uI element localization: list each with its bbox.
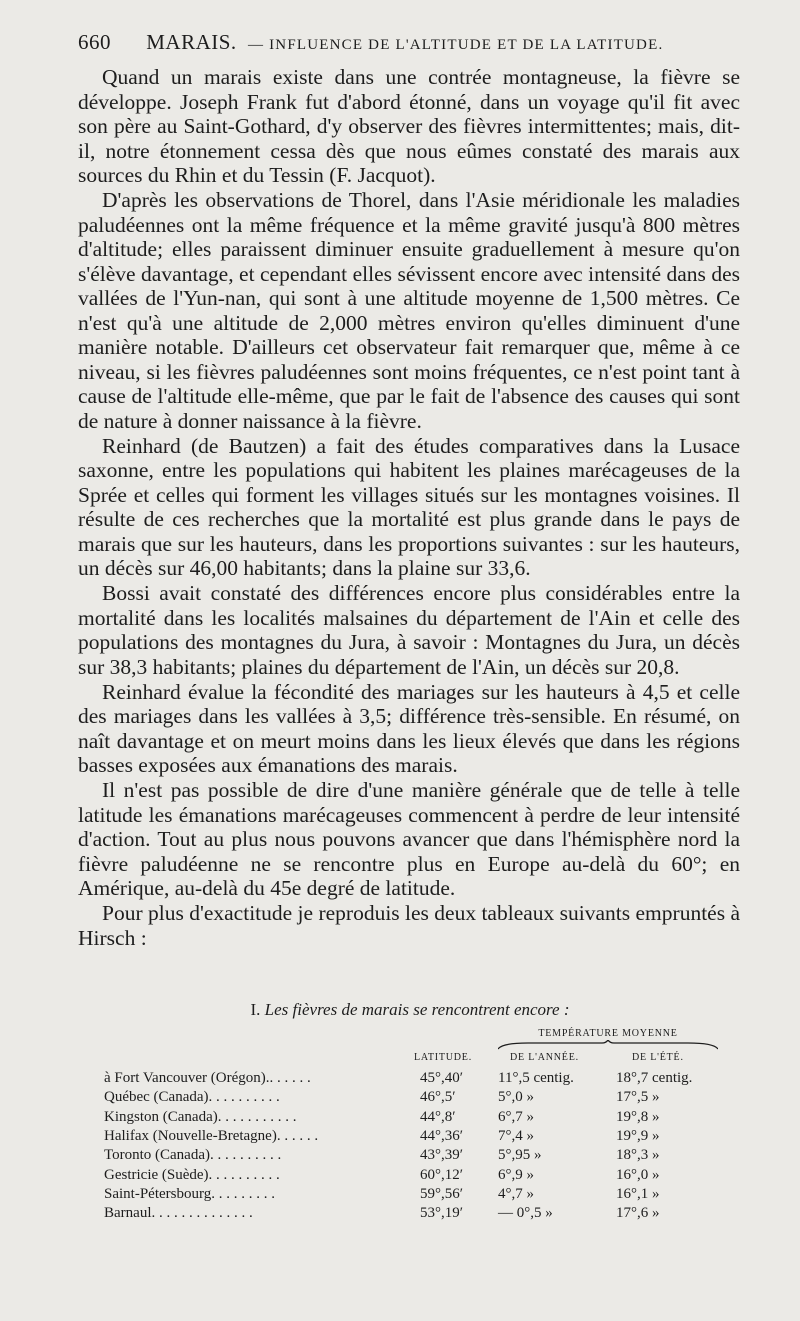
cell-summer-temp: 19°,9 » (616, 1128, 660, 1145)
cell-latitude: 43°,39′ (420, 1147, 464, 1164)
chapter-subtitle: — INFLUENCE DE L'ALTITUDE ET DE LA LATITUDE. (247, 37, 664, 53)
table-caption: Les fièvres de marais se rencontrent encore : (264, 1000, 570, 1019)
col-header-year: DE L'ANNÉE. (510, 1052, 579, 1063)
paragraph: Bossi avait constaté des différences encore plus considérables entre la mortalité dans les localités malsaines du département de l'Ain et celle des populations des montagnes du Jura, à savoir : Montagnes du Jura, un décès sur 38,3 habitants; plaines du département de l'Ain, un décès sur 20,8. (78, 581, 740, 679)
table-row (104, 1069, 724, 1088)
page-number: 660 (78, 30, 111, 54)
cell-place: Québec (Canada). . . . . . . . . . (104, 1089, 280, 1106)
cell-place: Saint-Pétersbourg. . . . . . . . . (104, 1185, 275, 1202)
temperature-group-header: TEMPÉRATURE MOYENNE (538, 1028, 678, 1039)
cell-latitude: 60°,12′ (420, 1166, 464, 1183)
table-row (104, 1146, 724, 1165)
paragraph: D'après les observations de Thorel, dans l'Asie méridionale les maladies paludéennes ont la même fréquence et la même gravité jusqu'à 800 mètres d'altitude; elles paraissent diminuer ensuite graduellement à mesure qu'on s'élève davantage, et cependant elles sévissent encore avec intensité dans des vallées de l'Yun-nan, qui sont à une altitude moyenne de 1,500 mètres. Ce n'est qu'à une altitude de 2,000 mètres environ qu'elles diminuent d'une manière notable. D'ailleurs cet observateur fait remarquer que, même à ce niveau, si les fièvres paludéennes sont moins fréquentes, ce n'est point tant à cause de l'altitude elle-même, que par le fait de l'absence des causes qui sont de nature à donner naissance à la fièvre. (78, 188, 740, 433)
cell-latitude: 45°,40′ (420, 1070, 464, 1087)
col-header-latitude: LATITUDE. (414, 1052, 473, 1063)
cell-latitude: 53°,19′ (420, 1205, 464, 1222)
cell-place: Kingston (Canada). . . . . . . . . . . (104, 1108, 297, 1125)
table-row (104, 1165, 724, 1184)
cell-place: Barnaul. . . . . . . . . . . . . . (104, 1205, 253, 1222)
cell-summer-temp: 16°,0 » (616, 1166, 660, 1183)
group-brace (498, 1040, 718, 1050)
table-row (104, 1204, 724, 1223)
col-header-summer: DE L'ÉTÉ. (632, 1052, 684, 1063)
paragraph: Quand un marais existe dans une contrée montagneuse, la fièvre se développe. Joseph Frank fut d'abord étonné, dans un voyage qu'il fit avec son père au Saint-Gothard, d'y observer des fièvres intermittentes; mais, dit-il, notre étonnement cessa dès que nous eûmes constaté des marais aux sources du Rhin et du Tessin (F. Jacquot). (78, 65, 740, 187)
cell-summer-temp: 18°,3 » (616, 1147, 660, 1164)
cell-place: Halifax (Nouvelle-Bretagne). . . . . . (104, 1128, 319, 1145)
cell-place: Gestricie (Suède). . . . . . . . . . (104, 1166, 280, 1183)
cell-year-temp: — 0°,5 » (498, 1205, 553, 1222)
cell-year-temp: 4°,7 » (498, 1185, 534, 1202)
body-text (78, 65, 740, 950)
cell-year-temp: 6°,9 » (498, 1166, 534, 1183)
cell-year-temp: 6°,7 » (498, 1108, 534, 1125)
cell-summer-temp: 18°,7 centig. (616, 1070, 693, 1087)
paragraph: Pour plus d'exactitude je reproduis les deux tableaux suivants empruntés à Hirsch : (78, 901, 740, 950)
cell-place: Toronto (Canada). . . . . . . . . . (104, 1147, 282, 1164)
table-title (80, 1000, 740, 1020)
table-row (104, 1185, 724, 1204)
cell-summer-temp: 16°,1 » (616, 1185, 660, 1202)
cell-summer-temp: 17°,6 » (616, 1205, 660, 1222)
cell-summer-temp: 17°,5 » (616, 1089, 660, 1106)
cell-latitude: 46°,5′ (420, 1089, 456, 1106)
table-number: I. (250, 1000, 261, 1019)
cell-latitude: 44°,36′ (420, 1128, 464, 1145)
cell-year-temp: 11°,5 centig. (498, 1070, 574, 1087)
cell-year-temp: 7°,4 » (498, 1128, 534, 1145)
cell-year-temp: 5°,95 » (498, 1147, 542, 1164)
table-row (104, 1108, 724, 1127)
cell-latitude: 44°,8′ (420, 1108, 456, 1125)
paragraph: Reinhard évalue la fécondité des mariages sur les hauteurs à 4,5 et celle des mariages dans les vallées à 3,5; différence très-sensible. En résumé, on naît davantage et on meurt moins dans les lieux élevés que dans les régions basses exposées aux émanations des marais. (78, 679, 740, 777)
running-header (78, 30, 738, 55)
cell-year-temp: 5°,0 » (498, 1089, 534, 1106)
paragraph: Reinhard (de Bautzen) a fait des études comparatives dans la Lusace saxonne, entre les populations qui habitent les plaines marécageuses de la Sprée et celles qui forment les villages situés sur les montagnes voisines. Il résulte de ces recherches que la mortalité est plus grande dans le pays de marais que sur les hauteurs, dans les proportions suivantes : sur les hauteurs, un décès sur 46,00 habitants; dans la plaine sur 33,6. (78, 433, 740, 580)
cell-latitude: 59°,56′ (420, 1185, 464, 1202)
paragraph: Il n'est pas possible de dire d'une manière générale que de telle à telle latitude les émanations marécageuses commencent à perdre de leur intensité d'action. Tout au plus nous pouvons avancer que dans l'hémisphère nord la fièvre paludéenne ne se rencontre plus en Europe au-delà du 60°; en Amérique, au-delà du 45e degré de latitude. (78, 778, 740, 900)
table-row (104, 1127, 724, 1146)
chapter-title: MARAIS. (146, 30, 237, 54)
cell-place: à Fort Vancouver (Orégon).. . . . . . (104, 1070, 311, 1087)
fever-latitude-table (104, 1069, 724, 1223)
table-row (104, 1088, 724, 1107)
cell-summer-temp: 19°,8 » (616, 1108, 660, 1125)
